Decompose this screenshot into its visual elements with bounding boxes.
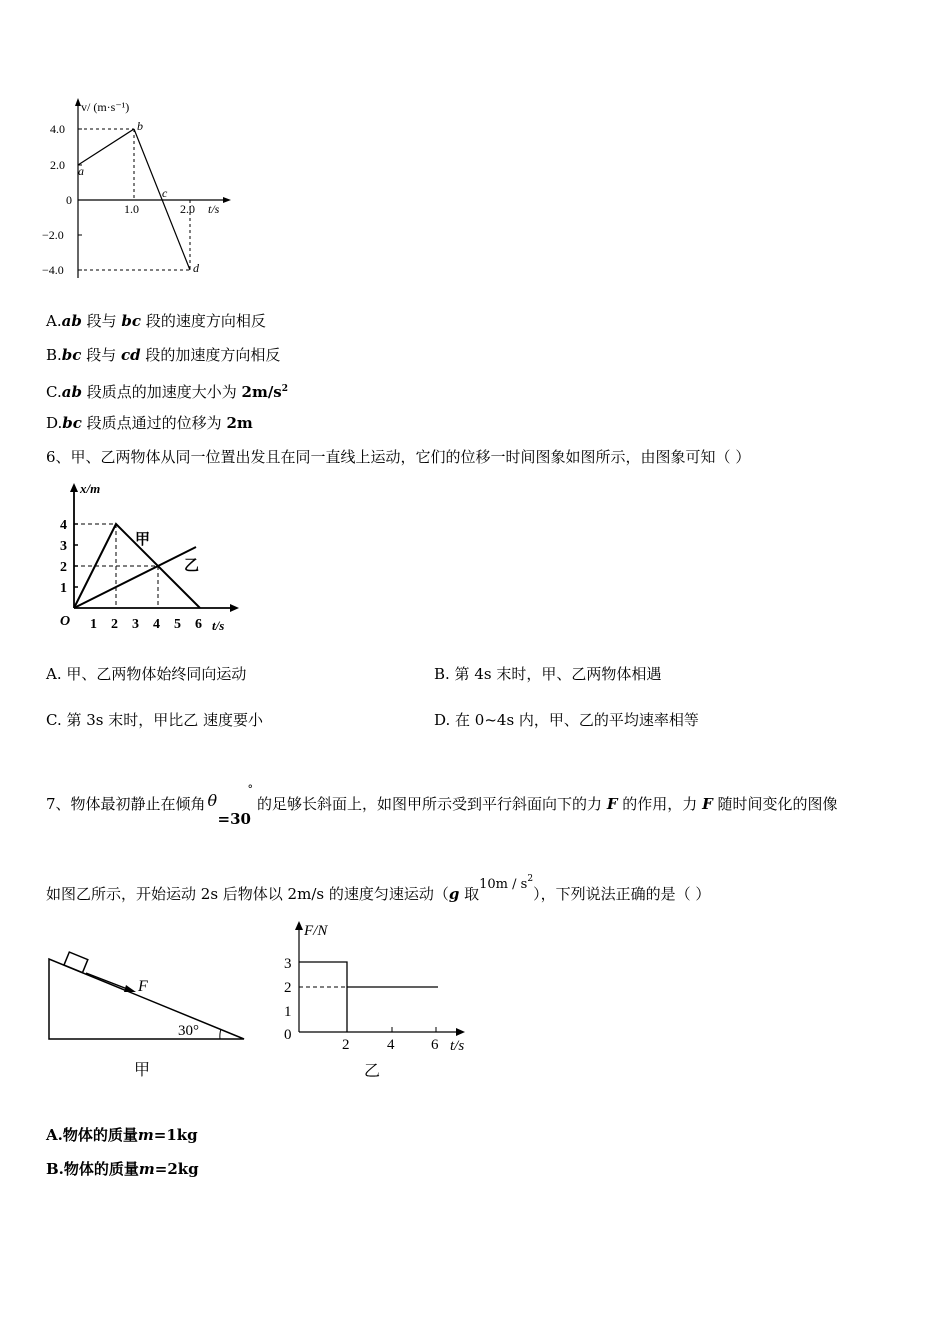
q6-y-tick-3: 3 <box>60 539 67 554</box>
q5-option-d: D.bc 段质点通过的位移为 2m <box>46 414 253 432</box>
q6-option-a: A. 甲、乙两物体始终同向运动 <box>46 665 247 683</box>
q7-y-tick-0: 0 <box>284 1027 292 1043</box>
q7-theta: θ <box>207 791 218 810</box>
q7-y-tick-2: 2 <box>284 980 292 996</box>
q5-point-c: c <box>162 186 168 200</box>
q6-x-tick-1: 1 <box>90 617 97 632</box>
q5-option-c: C.ab 段质点的加速度大小为 $2m/s^2$ <box>46 383 289 401</box>
q7-degree: ° <box>247 783 254 796</box>
q5-x-tick-2: 2.0 <box>180 202 195 216</box>
q5-y-axis-label: v/ (m·s⁻¹) <box>81 100 130 114</box>
q7-caption-jia: 甲 <box>134 1062 151 1079</box>
q7-x-tick-4: 4 <box>387 1037 395 1053</box>
q6-option-b: B. 第 4s 末时，甲、乙两物体相遇 <box>434 665 662 683</box>
q5-option-a: A.ab 段与 bc 段的速度方向相反 <box>46 312 266 330</box>
q6-x-tick-5: 5 <box>174 617 181 632</box>
q7-angle-arc <box>220 1029 221 1039</box>
q7-option-b: B.物体的质量m=2kg <box>46 1160 199 1178</box>
q6-label-jia: 甲 <box>135 532 151 548</box>
q5-y-tick-neg2: −2.0 <box>42 228 64 242</box>
q6-x-tick-4: 4 <box>153 617 160 632</box>
q6-series-yi <box>74 547 196 608</box>
q6-origin: O <box>60 614 71 629</box>
q7-fig-jia <box>44 945 254 1085</box>
q6-x-tick-2: 2 <box>111 617 118 632</box>
q6-label-yi: 乙 <box>184 558 200 574</box>
q6-xt-graph <box>42 478 247 640</box>
q6-y-axis-label: x/m <box>80 481 101 496</box>
q6-y-tick-2: 2 <box>60 560 67 575</box>
q5-segment-ab <box>78 129 134 165</box>
q6-x-tick-6: 6 <box>195 617 202 632</box>
q5-point-a: a <box>78 164 84 178</box>
q5-y-tick-4: 4.0 <box>50 122 65 136</box>
q5-point-d: d <box>193 261 199 275</box>
q7-force-series <box>299 962 347 1032</box>
q7-caption-yi: 乙 <box>364 1063 381 1080</box>
q5-option-b: B.bc 段与 cd 段的加速度方向相反 <box>46 346 281 364</box>
q7-fig-yi <box>278 914 478 1084</box>
q6-x-tick-3: 3 <box>132 617 139 632</box>
q7-option-a: A.物体的质量m=1kg <box>46 1126 198 1144</box>
q7-y-axis-label: F/N <box>304 923 328 939</box>
q7-force-label: F <box>138 978 148 995</box>
q5-point-b: b <box>137 119 143 133</box>
q7-y-tick-3: 3 <box>284 956 292 972</box>
q5-x-tick-1: 1.0 <box>124 202 139 216</box>
q7-x-axis-label: t/s <box>450 1038 465 1054</box>
q6-option-c: C. 第 3s 末时，甲比乙 速度要小 <box>46 711 264 729</box>
q6-y-tick-4: 4 <box>60 518 67 533</box>
q7-angle-value: =30 <box>217 810 251 828</box>
q6-option-d: D. 在 0~4s 内，甲、乙的平均速率相等 <box>434 711 699 729</box>
q6-y-tick-1: 1 <box>60 581 67 596</box>
q7-force-arrow <box>86 973 130 990</box>
q5-y-tick-2: 2.0 <box>50 158 65 172</box>
q7-stem-line1: 7、物体最初静止在倾角 θ =30 °的足够长斜面上，如图甲所示受到平行斜面向下的力 F 的作用，力 F 随时间变化的图像 <box>46 783 838 828</box>
q5-x-axis-label: t/s <box>208 202 220 216</box>
q5-y-tick-neg4: −4.0 <box>42 263 64 277</box>
q6-stem: 6、甲、乙两物体从同一位置出发且在同一直线上运动，它们的位移一时间图象如图所示，由图象可知（ ） <box>46 448 751 466</box>
q6-x-axis-label: t/s <box>212 618 225 633</box>
q7-y-tick-1: 1 <box>284 1004 292 1020</box>
q5-vt-graph <box>40 95 240 285</box>
q5-x-arrow <box>223 197 231 203</box>
q7-angle-label: 30° <box>178 1023 199 1039</box>
q5-y-tick-0: 0 <box>66 193 72 207</box>
q7-block <box>64 952 88 973</box>
q7-stem-line2: 如图乙所示，开始运动 2s 后物体以 2m/s 的速度匀速运动（g 取$10m / s^2$），下列说法正确的是（ ） <box>46 874 711 903</box>
q7-x-tick-6: 6 <box>431 1037 439 1053</box>
q7-x-tick-2: 2 <box>342 1037 350 1053</box>
